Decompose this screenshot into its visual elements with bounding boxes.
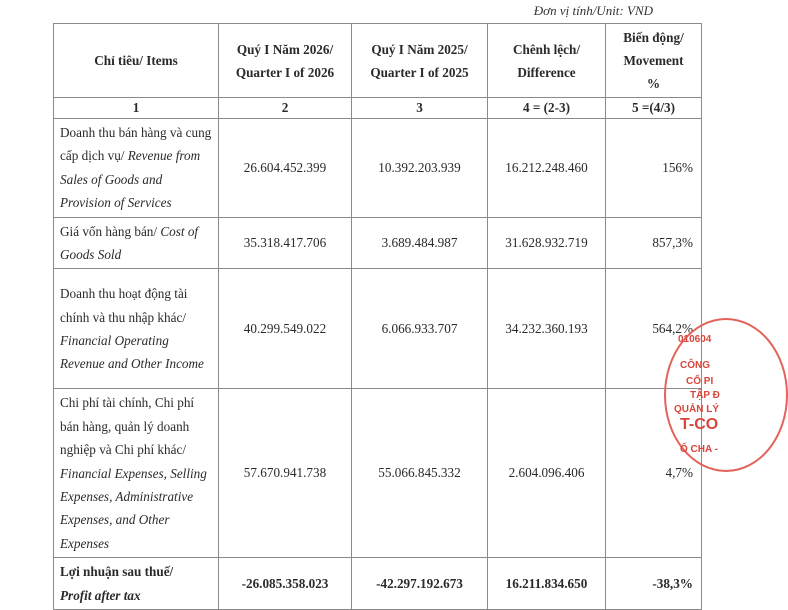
item-en: Profit after tax: [60, 587, 141, 603]
value-q2026: 26.604.452.399: [219, 119, 352, 218]
header-q2026-vn: Quý I Năm 2026/: [236, 41, 334, 57]
value-q2026: 40.299.549.022: [219, 269, 352, 389]
item-cell: [54, 269, 219, 389]
item-vn: Chi phí tài chính, Chi phí bán hàng, quản lý doanh nghiệp và Chi phí khác/: [60, 395, 195, 458]
value-q2025: 55.066.845.332: [352, 389, 488, 558]
unit-note: Đơn vị tính/Unit: VND: [533, 3, 653, 18]
value-movement: 156%: [606, 119, 702, 218]
header-diff-vn: Chênh lệch/: [512, 41, 581, 57]
seal-text: TẬP Đ: [690, 390, 720, 401]
table-row-profit-after-tax: [54, 558, 702, 610]
item-en: Financial Expenses, Selling Expenses, Administrative Expenses, and Other Expenses: [60, 465, 207, 551]
header-q2025-en: Quarter I of 2025: [370, 64, 469, 80]
index-row: [54, 98, 702, 119]
value-q2025: 6.066.933.707: [352, 269, 488, 389]
index-cell: 4 = (2-3): [488, 98, 606, 119]
item-en: Cost of Goods Sold: [60, 223, 199, 263]
header-q2026: [219, 24, 352, 98]
seal-text: CỔ PI: [686, 376, 714, 387]
seal-text: CÔNG: [680, 360, 710, 371]
index-cell: 1: [54, 98, 219, 119]
value-q2026: 57.670.941.738: [219, 389, 352, 558]
header-move-en: Movement: [623, 53, 684, 68]
value-difference: 16.211.834.650: [488, 558, 606, 610]
header-q2025-vn: Quý I Năm 2025/: [371, 41, 468, 57]
header-movement: [606, 24, 702, 98]
value-difference: 34.232.360.193: [488, 269, 606, 389]
header-items-label: Chỉ tiêu/ Items: [94, 53, 178, 68]
header-row: [54, 24, 702, 98]
item-vn: Doanh thu hoạt động tài chính và thu nhập khác/: [60, 286, 188, 325]
value-q2026: 35.318.417.706: [219, 217, 352, 269]
seal-text: Ố CHA -: [680, 444, 718, 455]
value-q2025: 10.392.203.939: [352, 119, 488, 218]
item-cell: [54, 558, 219, 610]
seal-code: 010604: [678, 334, 712, 345]
item-vn: Giá vốn hàng bán/: [60, 223, 161, 239]
header-q2025: [352, 24, 488, 98]
table-row-expenses: [54, 389, 702, 558]
seal-text: QUẢN LÝ: [674, 404, 719, 415]
item-vn: Lợi nhuận sau thuế/: [60, 564, 174, 580]
value-q2026: -26.085.358.023: [219, 558, 352, 610]
item-vn: Doanh thu bán hàng và cung cấp dịch vụ/: [60, 125, 212, 164]
financial-comparison-table: [53, 23, 702, 610]
header-move-pct: %: [646, 76, 661, 91]
header-difference: [488, 24, 606, 98]
header-q2026-en: Quarter I of 2026: [235, 64, 335, 80]
table-row-cogs: [54, 217, 702, 269]
table-row-revenue: [54, 119, 702, 218]
company-seal: [664, 318, 788, 472]
item-cell: [54, 389, 219, 558]
index-cell: 2: [219, 98, 352, 119]
header-diff-en: Difference: [517, 64, 576, 80]
value-movement: -38,3%: [606, 558, 702, 610]
value-movement: 4,7%: [606, 389, 702, 558]
item-en: Revenue from Sales of Goods and Provision of Services: [60, 148, 201, 211]
item-cell: [54, 217, 219, 269]
item-en: Financial Operating Revenue and Other Income: [60, 332, 204, 372]
header-move-vn: Biến động/: [623, 30, 684, 45]
item-cell: [54, 119, 219, 218]
table-row-financial-revenue: [54, 269, 702, 389]
value-movement: 564,2%: [606, 269, 702, 389]
value-difference: 2.604.096.406: [488, 389, 606, 558]
value-difference: 16.212.248.460: [488, 119, 606, 218]
seal-text: T-CO: [680, 416, 719, 433]
header-items: [54, 24, 219, 98]
value-movement: 857,3%: [606, 217, 702, 269]
value-q2025: -42.297.192.673: [352, 558, 488, 610]
index-cell: 5 =(4/3): [606, 98, 702, 119]
index-cell: 3: [352, 98, 488, 119]
value-q2025: 3.689.484.987: [352, 217, 488, 269]
value-difference: 31.628.932.719: [488, 217, 606, 269]
